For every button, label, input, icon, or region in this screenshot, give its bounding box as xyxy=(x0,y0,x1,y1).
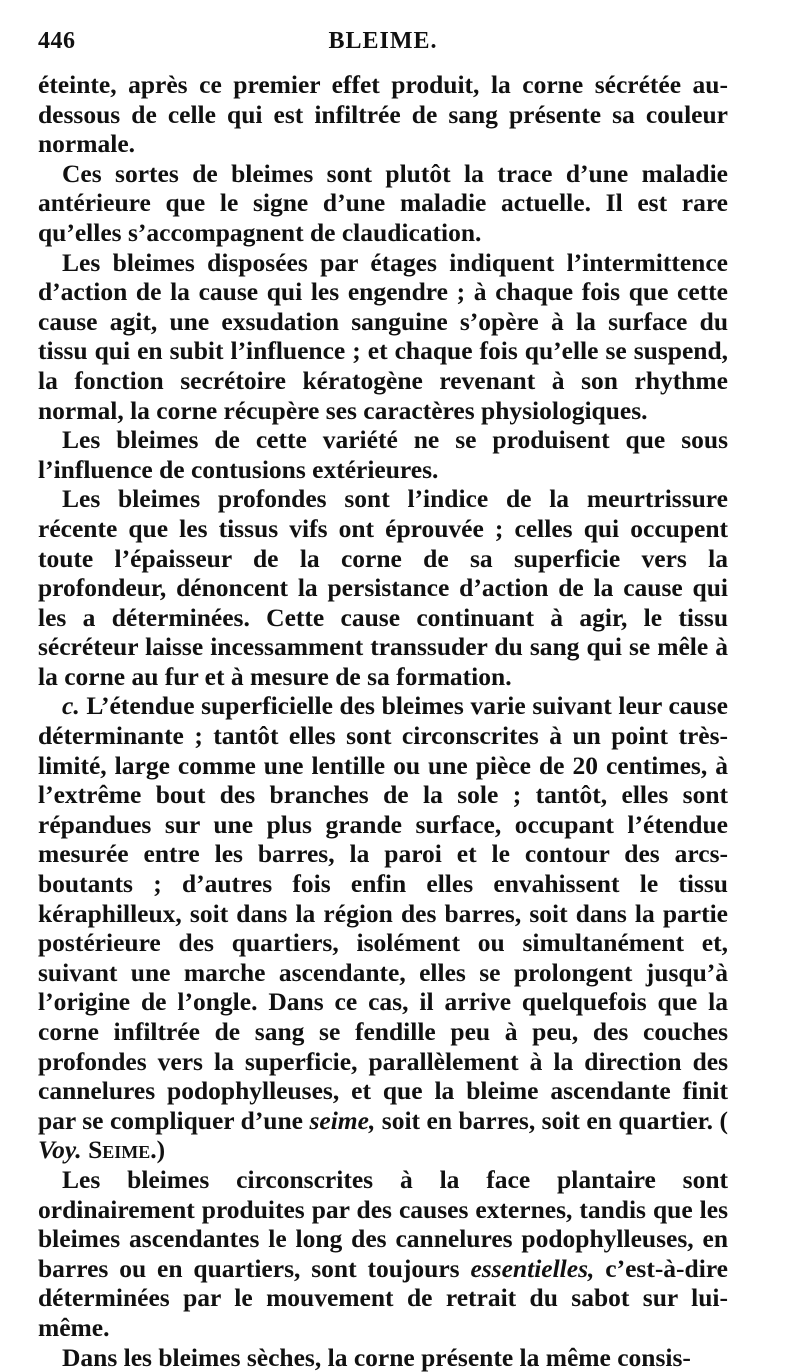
page-number: 446 xyxy=(38,28,76,54)
paragraph: Les bleimes profondes sont l’indice de la meurtrissure récente que les tissus vifs ont éprouvée ; celles qui occupent toute l’épaisseur de la corne de sa superficie vers la profondeur, dénoncent la persistance d’action de la cause qui les a déterminées. Cette cause continuant à agir, le tissu sécréteur laisse incessamment transsuder du sang qui se mêle à la corne au fur et à mesure de sa formation. xyxy=(38,484,728,691)
text-run: c’est-à-dire déterminées par le mouvement de retrait du sabot sur lui-même. xyxy=(38,1253,728,1342)
paragraph: Ces sortes de bleimes sont plutôt la trace d’une maladie antérieure que le signe d’une maladie actuelle. Il est rare qu’elles s’accompagnent de claudication. xyxy=(38,158,728,247)
italic-term: seime, xyxy=(309,1105,376,1135)
paragraph xyxy=(38,1165,728,1343)
italic-term: essentielles, xyxy=(470,1253,595,1283)
body-text xyxy=(38,70,728,1372)
text-run: soit en barres, soit en quartier. ( xyxy=(375,1105,728,1135)
text-run: ) xyxy=(156,1135,166,1165)
paragraph: Les bleimes disposées par étages indiquent l’intermittence d’action de la cause qui les engendre ; à chaque fois que cette cause agit, une exsudation sanguine s’opère à la surface du tissu qui en subit l’influence ; et chaque fois qu’elle se suspend, la fonction secrétoire kératogène revenant à son rhythme normal, la corne récupère ses caractères physiologiques. xyxy=(38,247,728,425)
paragraph: Les bleimes de cette variété ne se produisent que sous l’influence de contusions extérieures. xyxy=(38,425,728,484)
paragraph: éteinte, après ce premier effet produit, la corne sécrétée au-dessous de celle qui est infiltrée de sang présente sa couleur normale. xyxy=(38,70,728,159)
text-run: L’étendue superficielle des bleimes varie suivant leur cause déterminante ; tantôt elles sont circonscrites à un point très-limité, large comme une lentille ou une pièce de 20 centimes, à l’extrême bout des branches de la sole ; tantôt, elles sont répandues sur une plus grande surface, occupant l’étendue mesurée entre les barres, la paroi et le contour des arcs-boutants ; d’autres fois enfin elles envahissent le tissu kéraphilleux, soit dans la région des barres, soit dans la partie postérieure des quartiers, isolément ou simultanément et, suivant une marche ascendante, elles se prolongent jusqu’à l’origine de l’ongle. Dans ce cas, il arrive quelquefois que la corne infiltrée de sang se fendille peu à peu, des couches profondes vers la superficie, parallèlement à la direction des cannelures podophylleuses, et que la bleime ascendante finit par se compliquer d’une xyxy=(38,691,728,1135)
section-letter: c. xyxy=(62,691,80,721)
cross-reference-target: Seime. xyxy=(88,1135,157,1165)
cross-reference-voy: Voy. xyxy=(38,1135,82,1165)
paragraph xyxy=(38,691,728,1165)
paragraph: Dans les bleimes sèches, la corne présente la même consis- xyxy=(62,1342,691,1372)
text-run: Les bleimes circonscrites à la face plantaire sont ordinairement produites par des causes externes, tandis que les bleimes ascendantes le long des cannelures podophylleuses, en barres ou en quartiers, sont toujours xyxy=(38,1164,728,1283)
page-header xyxy=(38,28,728,70)
running-head: BLEIME. xyxy=(328,28,438,54)
